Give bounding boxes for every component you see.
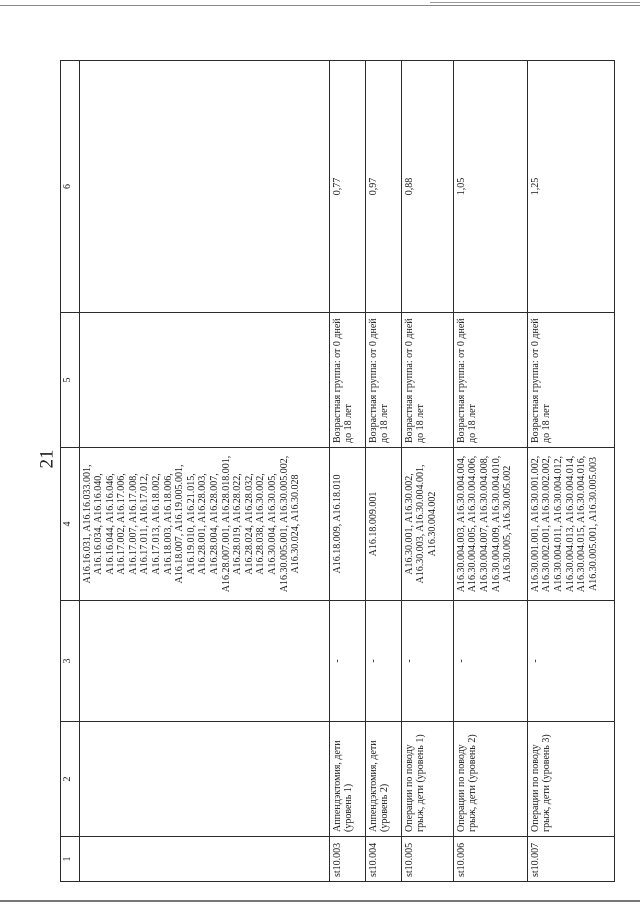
row-coefficient: 0,77 [329,61,365,313]
row-name: Операции по поводу грыж, дети (уровень 3) [527,722,614,837]
row-criteria: Возрастная группа: от 0 дней до 18 лет [527,313,614,448]
row-col3: - [527,601,614,722]
row-criteria: Возрастная группа: от 0 дней до 18 лет [453,313,527,448]
row-code [79,837,329,882]
table-row [365,61,401,882]
rotated-page-content [60,60,615,882]
row-criteria: Возрастная группа: от 0 дней до 18 лет [329,313,365,448]
rotated-table-area [60,60,615,882]
row-service-codes: A16.30.004.003, A16.30.004.004, A16.30.004.005, A16.30.004.006, A16.30.004.007, A16.30.004.008, A16.30.004.009, A16.30.004.010, A16.30.005, A16.30.005.002 [453,448,527,601]
row-service-codes: A16.18.009.001 [365,448,401,601]
row-service-codes: A16.16.031, A16.16.033.001, A16.16.034, A16.16.040, A16.16.044, A16.16.046, A16.17.002, A16.17.006, A16.17.007, A16.17.008, A16.17.011, A16.17.012, A16.17.013, A16.18.002, A16.18.003, A16.18.006, A16.18.007, A16.19.005.001, A16.19.010, A16.21.015, A16.28.001, A16.28.003, A16.28.004, A16.28.007, A16.28.007.001, A16.28.018.001, A16.28.019, A16.28.022, A16.28.024, A16.28.032, A16.28.038, A16.30.002, A16.30.004, A16.30.005, A16.30.005.001, A16.30.005.002, A16.30.024, A16.30.028 [79,448,329,601]
row-code: st10.004 [365,837,401,882]
column-number: 2 [61,722,80,837]
page-number: 21 [36,449,58,469]
row-code: st10.005 [401,837,453,882]
row-service-codes: A16.30.001, A16.30.002, A16.30.003, A16.30.004.001, A16.30.004.002 [401,448,453,601]
row-name [79,722,329,837]
row-coefficient: 1,05 [453,61,527,313]
row-coefficient [79,61,329,313]
column-number: 3 [61,601,80,722]
row-name: Аппендэктомия, дети (уровень 1) [329,722,365,837]
row-criteria: Возрастная группа: от 0 дней до 18 лет [365,313,401,448]
row-coefficient: 0,88 [401,61,453,313]
scan-edge-bottom [0,900,640,902]
column-number: 5 [61,313,80,448]
row-code: st10.003 [329,837,365,882]
row-code: st10.006 [453,837,527,882]
scan-edge-top-right [430,2,640,3]
row-criteria [79,313,329,448]
row-col3 [79,601,329,722]
row-name: Операции по поводу грыж, дети (уровень 2) [453,722,527,837]
scan-edge-top [0,5,640,6]
table-row [329,61,365,882]
column-number: 4 [61,448,80,601]
row-criteria: Возрастная группа: от 0 дней до 18 лет [401,313,453,448]
row-col3: - [365,601,401,722]
column-number: 1 [61,837,80,882]
row-name: Операции по поводу грыж, дети (уровень 1) [401,722,453,837]
row-coefficient: 0,97 [365,61,401,313]
row-col3: - [401,601,453,722]
table-row [79,61,329,882]
row-col3: - [453,601,527,722]
tariff-table [60,60,615,882]
row-code: st10.007 [527,837,614,882]
row-coefficient: 1,25 [527,61,614,313]
column-number: 6 [61,61,80,313]
row-name: Аппендэктомия, дети (уровень 2) [365,722,401,837]
column-number-row [61,61,80,882]
table-row [453,61,527,882]
table-row [401,61,453,882]
row-service-codes: A16.30.001.001, A16.30.001.002, A16.30.002.001, A16.30.002.002, A16.30.004.011, A16.30.004.012, A16.30.004.013, A16.30.004.014, A16.30.004.015, A16.30.004.016, A16.30.005.001, A16.30.005.003 [527,448,614,601]
row-service-codes: A16.18.009, A16.18.010 [329,448,365,601]
table-row [527,61,614,882]
row-col3: - [329,601,365,722]
